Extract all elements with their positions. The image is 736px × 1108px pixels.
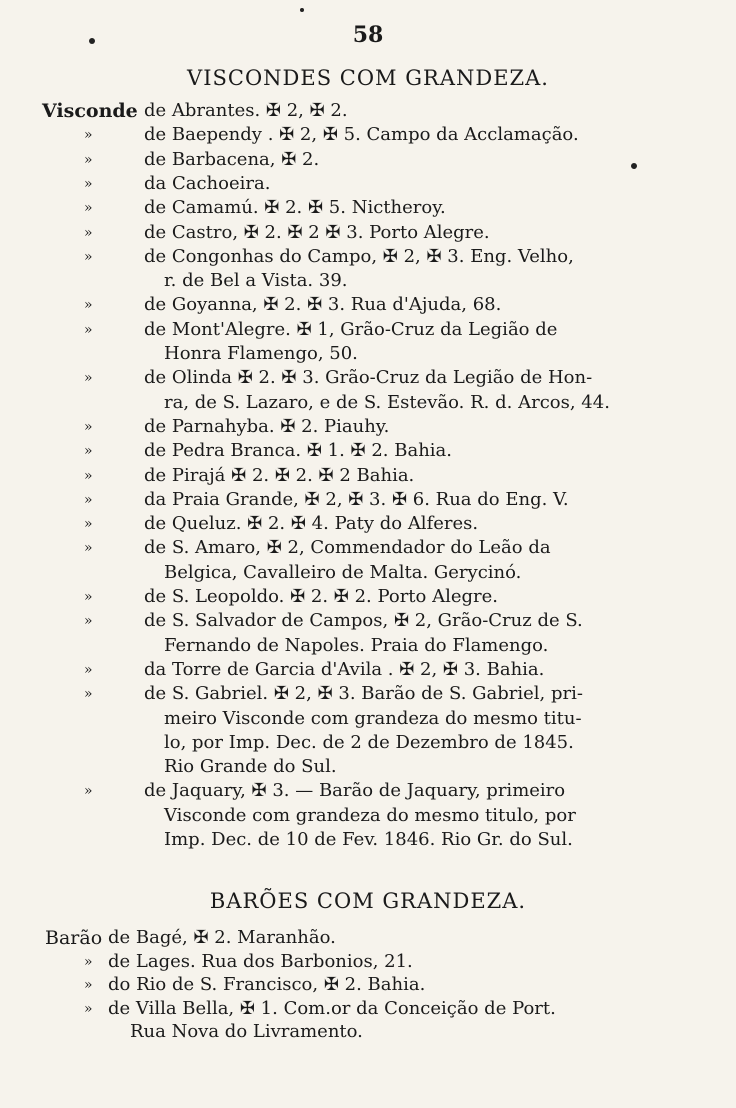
- entry-line: de Parnahyba. ✠ 2. Piauhy.: [144, 415, 390, 437]
- entry-continuation-line: Rio Grande do Sul.: [164, 756, 337, 778]
- entry-continuation-line: Honra Flamengo, 50.: [164, 343, 358, 364]
- entry-prefix: Visconde: [42, 100, 138, 122]
- entry-line: de S. Gabriel. ✠ 2, ✠ 3. Barão de S. Gabriel, pri-: [144, 683, 583, 705]
- entry-marker: »: [84, 686, 93, 703]
- entry-marker: »: [84, 175, 93, 192]
- entry-line: de Camamú. ✠ 2. ✠ 5. Nictheroy.: [144, 197, 446, 219]
- entry-line: da Cachoeira.: [144, 172, 271, 194]
- entry-marker: »: [84, 370, 93, 387]
- entry-marker: »: [84, 589, 93, 605]
- section-title-viscondes: VISCONDES COM GRANDEZA.: [187, 66, 549, 90]
- entry-continuation-line: Imp. Dec. de 10 de Fev. 1846. Rio Gr. do Sul.: [164, 829, 573, 850]
- entry-continuation-line: meiro Visconde com grandeza do mesmo titu-: [164, 707, 582, 729]
- entry-marker: »: [84, 540, 93, 557]
- entry-line: de Villa Bella, ✠ 1. Com.or da Conceição de Port.: [108, 997, 556, 1019]
- entry-line: de Baependy . ✠ 2, ✠ 5. Campo da Acclamação.: [144, 124, 579, 146]
- entry-line: de Mont'Alegre. ✠ 1, Grão-Cruz da Legião de: [144, 318, 558, 340]
- entry-marker: »: [84, 248, 93, 265]
- entry-line: do Rio de S. Francisco, ✠ 2. Bahia.: [108, 974, 426, 995]
- section-title-baroes: BARÕES COM GRANDEZA.: [209, 889, 527, 913]
- entry-marker: »: [84, 613, 93, 630]
- entry-continuation-line: Visconde com grandeza do mesmo titulo, por: [164, 804, 576, 826]
- entry-line: de S. Amaro, ✠ 2, Commendador do Leão da: [144, 537, 551, 559]
- entry-line: de Olinda ✠ 2. ✠ 3. Grão-Cruz da Legião de Hon-: [144, 367, 593, 389]
- entry-line: de Queluz. ✠ 2. ✠ 4. Paty do Alferes.: [144, 513, 479, 535]
- entry-line: da Praia Grande, ✠ 2, ✠ 3. ✠ 6. Rua do Eng. V.: [144, 488, 569, 510]
- entry-continuation-line: r. de Bel a Vista. 39.: [164, 270, 348, 292]
- entry-marker: »: [84, 661, 93, 678]
- entry-line: de Barbacena, ✠ 2.: [144, 148, 320, 170]
- ink-dot: [300, 8, 304, 12]
- entry-line: de Jaquary, ✠ 3. — Barão de Jaquary, primeiro: [144, 780, 566, 802]
- entry-line: de Pirajá ✠ 2. ✠ 2. ✠ 2 Bahia.: [144, 464, 415, 486]
- entry-marker: »: [84, 224, 93, 241]
- page-number: 58: [352, 22, 384, 48]
- entry-continuation-line: Rua Nova do Livramento.: [130, 1021, 363, 1042]
- entry-prefix: Barão: [45, 927, 103, 949]
- entry-marker: »: [84, 491, 93, 508]
- entry-marker: »: [84, 783, 93, 800]
- entry-marker: »: [84, 467, 93, 484]
- entry-marker: »: [84, 977, 93, 993]
- entry-marker: »: [84, 953, 93, 970]
- entry-continuation-line: ra, de S. Lazaro, e de S. Estevão. R. d. Arcos, 44.: [164, 391, 610, 413]
- entry-line: de Abrantes. ✠ 2, ✠ 2.: [144, 100, 348, 121]
- entry-line: de S. Leopoldo. ✠ 2. ✠ 2. Porto Alegre.: [144, 586, 498, 607]
- entry-marker: »: [84, 516, 93, 533]
- entry-line: de Lages. Rua dos Barbonios, 21.: [108, 950, 413, 972]
- entry-line: de Castro, ✠ 2. ✠ 2 ✠ 3. Porto Alegre.: [144, 221, 490, 243]
- entry-marker: »: [84, 200, 93, 217]
- entry-marker: »: [84, 1000, 93, 1017]
- entry-line: de Pedra Branca. ✠ 1. ✠ 2. Bahia.: [144, 440, 453, 462]
- entry-marker: »: [84, 418, 93, 435]
- entry-marker: »: [84, 321, 93, 338]
- entry-continuation-line: lo, por Imp. Dec. de 2 de Dezembro de 1845.: [164, 731, 574, 753]
- entry-line: de Bagé, ✠ 2. Maranhão.: [108, 927, 336, 948]
- entry-marker: »: [84, 151, 93, 168]
- entry-marker: »: [84, 297, 93, 314]
- entry-continuation-line: Fernando de Napoles. Praia do Flamengo.: [164, 634, 549, 656]
- entry-line: de Goyanna, ✠ 2. ✠ 3. Rua d'Ajuda, 68.: [144, 294, 502, 316]
- ink-dot: [631, 163, 637, 169]
- entry-line: de S. Salvador de Campos, ✠ 2, Grão-Cruz de S.: [144, 610, 583, 632]
- entry-marker: »: [84, 443, 93, 460]
- entry-continuation-line: Belgica, Cavalleiro de Malta. Gerycinó.: [164, 561, 522, 583]
- entry-line: da Torre de Garcia d'Avila . ✠ 2, ✠ 3. Bahia.: [144, 658, 545, 680]
- entry-marker: »: [84, 127, 93, 144]
- entry-line: de Congonhas do Campo, ✠ 2, ✠ 3. Eng. Velho,: [144, 245, 574, 267]
